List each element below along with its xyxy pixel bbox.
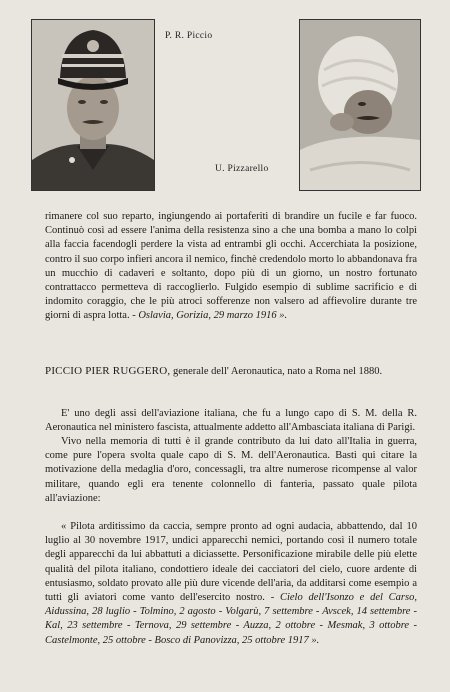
entry-heading-description: generale dell' Aeronautica, nato a Roma nel 1880. — [170, 366, 383, 377]
paragraph-continuation — [45, 210, 417, 324]
paragraph-continuation-citation: - Oslavia, Gorizia, 29 marzo 1916 ». — [132, 310, 288, 322]
portrait-piccio-image — [32, 20, 154, 190]
paragraph-contribution: Vivo nella memoria di tutti è il grande contributo da lui dato all'Italia in guerra, come pure l'opera svolta quale capo di S. M. dell'Aeronautica. Basti qui citare la motivazione della medaglia d'oro, concessagli, tra altre numerose ricompense al valor militare, quando egli era tenente colonnello di fanteria, passato quale pilota all'aviazione: — [45, 436, 417, 504]
portrait-photo-pizzarello — [299, 19, 421, 191]
photo-caption-piccio: P. R. Piccio — [165, 31, 213, 41]
paragraph-continuation-text: rimanere col suo reparto, ingiungendo ai portaferiti di brandire un fucile e far fuoco. Continuò così ad essere l'anima della resistenza sino a che una bomba a mano lo colpì alla faccia facendogli perdere la vista ad entrambi gli occhi. Accerchiata la posizione, contro il suo corpo infierì ancora il nemico, finchè credendolo morto lo abbandonava fra un mucchio di cadaveri e soltanto, dopo più di un giorno, un nostro fortunato contrattacco permetteva di raccoglierlo. Fulgido esempio di sublime sacrificio e di indomito coraggio, che le più atroci sofferenze non valsero ad affievolire durante tre giorni di aspra lotta. — [45, 211, 417, 322]
portrait-pizzarello-image — [300, 20, 420, 190]
medal-citation-text: « Pilota arditissimo da caccia, sempre pronto ad ogni audacia, abbattendo, dal 10 luglio al 30 novembre 1917, undici apparecchi nemici, portando così il numero totale degli apparecchi da lui abbattuti a diciassette. Personificazione mirabile delle più elette qualità del pilota italiano, condottiero ideale dei cacciatori del cielo, cuore ardente di entusiasmo, soldato provato alle più dure vicende dell'aria, da additarsi come esempio a tutti gli aviatori come vanto dell'esercito nostro. — [45, 521, 417, 604]
paragraph-biography: E' uno degli assi dell'aviazione italiana, che fu a lungo capo di S. M. della R. Aeronautica nel ministero fascista, attualmente addetto all'Ambasciata italiana di Parigi. — [45, 408, 417, 434]
medal-citation-places: - Cielo dell'Isonzo e del Carso, Aidussina, 28 luglio - Tolmino, 2 agosto - Volgarù, 7 settembre - Avscek, 14 settembre - Kal, 23 settembre - Ternova, 29 settembre - Auzza, 2 ottobre - Mesmak, 3 ottobre - Castelmonte, 25 ottobre - Bosco di Panovizza, 25 ottobre 1917 ». — [45, 592, 417, 646]
paragraph-medal-citation — [45, 520, 417, 648]
photo-caption-pizzarello: U. Pizzarello — [215, 164, 269, 174]
entry-heading-name: PICCIO PIER RUGGERO, — [45, 365, 171, 377]
portrait-photo-piccio — [31, 19, 155, 191]
entry-heading — [45, 364, 433, 379]
